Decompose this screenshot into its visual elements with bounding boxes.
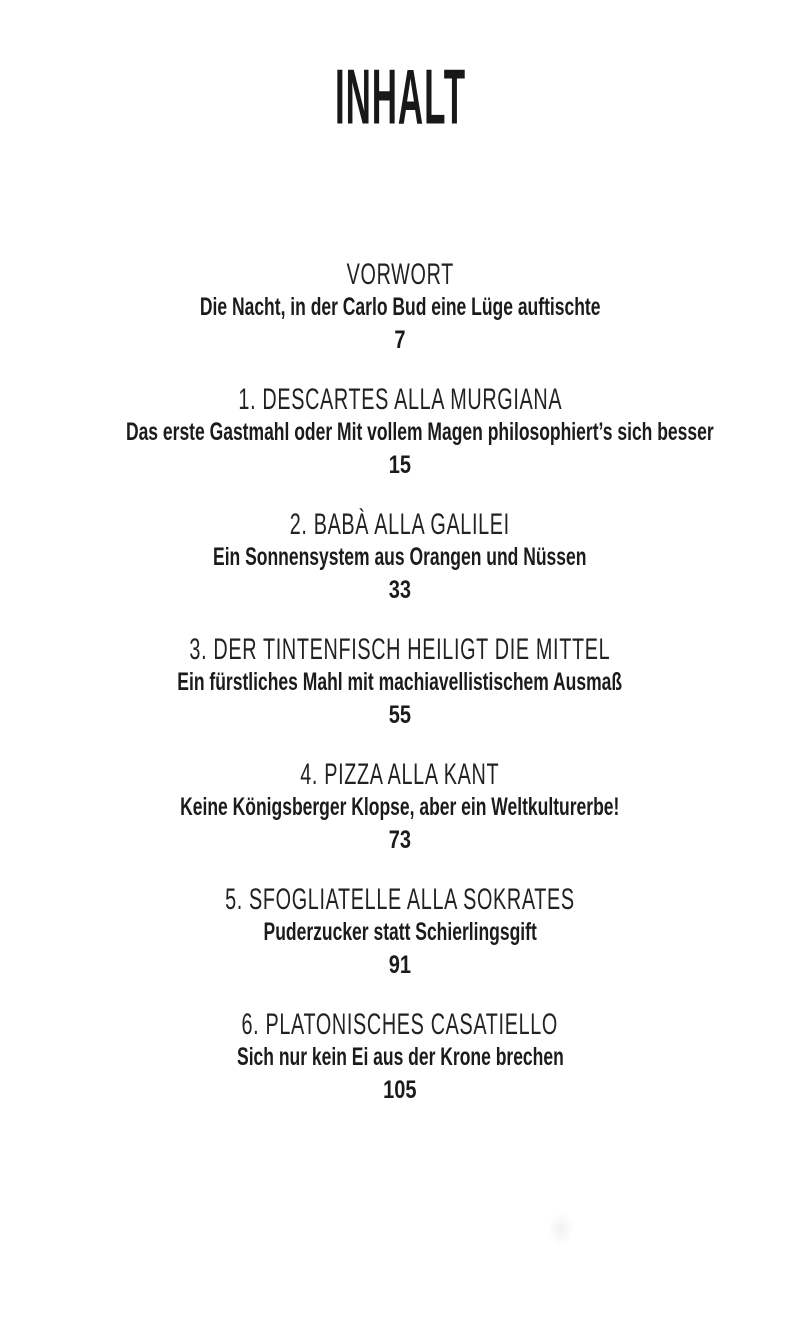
- chapter-heading: [0, 758, 800, 791]
- chapter-page-number-text: 15: [388, 451, 412, 479]
- chapter-page-number-text: 7: [394, 326, 406, 354]
- chapter-page-number: [0, 949, 800, 981]
- chapter-page-number: [0, 699, 800, 731]
- page-title-text: INHALT: [334, 54, 466, 141]
- toc-entry-chapter-1: [0, 383, 800, 481]
- chapter-heading: [0, 383, 800, 416]
- page-title: [0, 0, 800, 140]
- chapter-page-number: [0, 324, 800, 356]
- chapter-subtitle: [0, 541, 800, 574]
- chapter-subtitle-text: Sich nur kein Ei aus der Krone brechen: [236, 1043, 564, 1071]
- chapter-heading-text: 4. PIZZA ALLA KANT: [300, 758, 500, 791]
- chapter-page-number-text: 73: [388, 826, 412, 854]
- toc-entry-chapter-3: [0, 633, 800, 731]
- chapter-heading-text: 2. BABÀ ALLA GALILEI: [289, 508, 511, 541]
- table-of-contents: [0, 258, 800, 1106]
- toc-entry-vorwort: [0, 258, 800, 356]
- chapter-subtitle: [0, 416, 800, 449]
- toc-entry-chapter-4: [0, 758, 800, 856]
- chapter-page-number-text: 105: [383, 1076, 417, 1104]
- chapter-heading-text: 5. SFOGLIATELLE ALLA SOKRATES: [225, 883, 575, 916]
- paper-smudge: [548, 1212, 574, 1246]
- chapter-page-number: [0, 449, 800, 481]
- chapter-heading-text: VORWORT: [346, 258, 454, 291]
- chapter-page-number: [0, 824, 800, 856]
- chapter-page-number-text: 91: [388, 951, 412, 979]
- chapter-heading: [0, 508, 800, 541]
- chapter-heading: [0, 883, 800, 916]
- chapter-subtitle: [0, 666, 800, 699]
- chapter-subtitle-text: Die Nacht, in der Carlo Bud eine Lüge auftischte: [199, 293, 601, 321]
- chapter-page-number: [0, 574, 800, 606]
- chapter-page-number: [0, 1074, 800, 1106]
- chapter-heading-text: 6. PLATONISCHES CASATIELLO: [241, 1008, 559, 1041]
- chapter-heading-text: 1. DESCARTES ALLA MURGIANA: [238, 383, 562, 416]
- chapter-subtitle: [0, 291, 800, 324]
- chapter-subtitle-text: Puderzucker statt Schierlingsgift: [263, 918, 537, 946]
- chapter-subtitle-text: Ein fürstliches Mahl mit machiavellistischem Ausmaß: [177, 668, 623, 696]
- chapter-page-number-text: 55: [388, 701, 412, 729]
- toc-entry-chapter-5: [0, 883, 800, 981]
- chapter-heading: [0, 1008, 800, 1041]
- chapter-subtitle: [0, 1041, 800, 1074]
- chapter-subtitle-text: Das erste Gastmahl oder Mit vollem Magen philosophiert’s sich besser: [125, 418, 714, 446]
- chapter-subtitle: [0, 916, 800, 949]
- chapter-heading-text: 3. DER TINTENFISCH HEILIGT DIE MITTEL: [189, 633, 611, 666]
- chapter-subtitle-text: Ein Sonnensystem aus Orangen und Nüssen: [213, 543, 587, 571]
- toc-entry-chapter-6: [0, 1008, 800, 1106]
- chapter-page-number-text: 33: [388, 576, 412, 604]
- chapter-subtitle: [0, 791, 800, 824]
- chapter-subtitle-text: Keine Königsberger Klopse, aber ein Weltkulturerbe!: [180, 793, 620, 821]
- chapter-heading: [0, 258, 800, 291]
- chapter-heading: [0, 633, 800, 666]
- toc-entry-chapter-2: [0, 508, 800, 606]
